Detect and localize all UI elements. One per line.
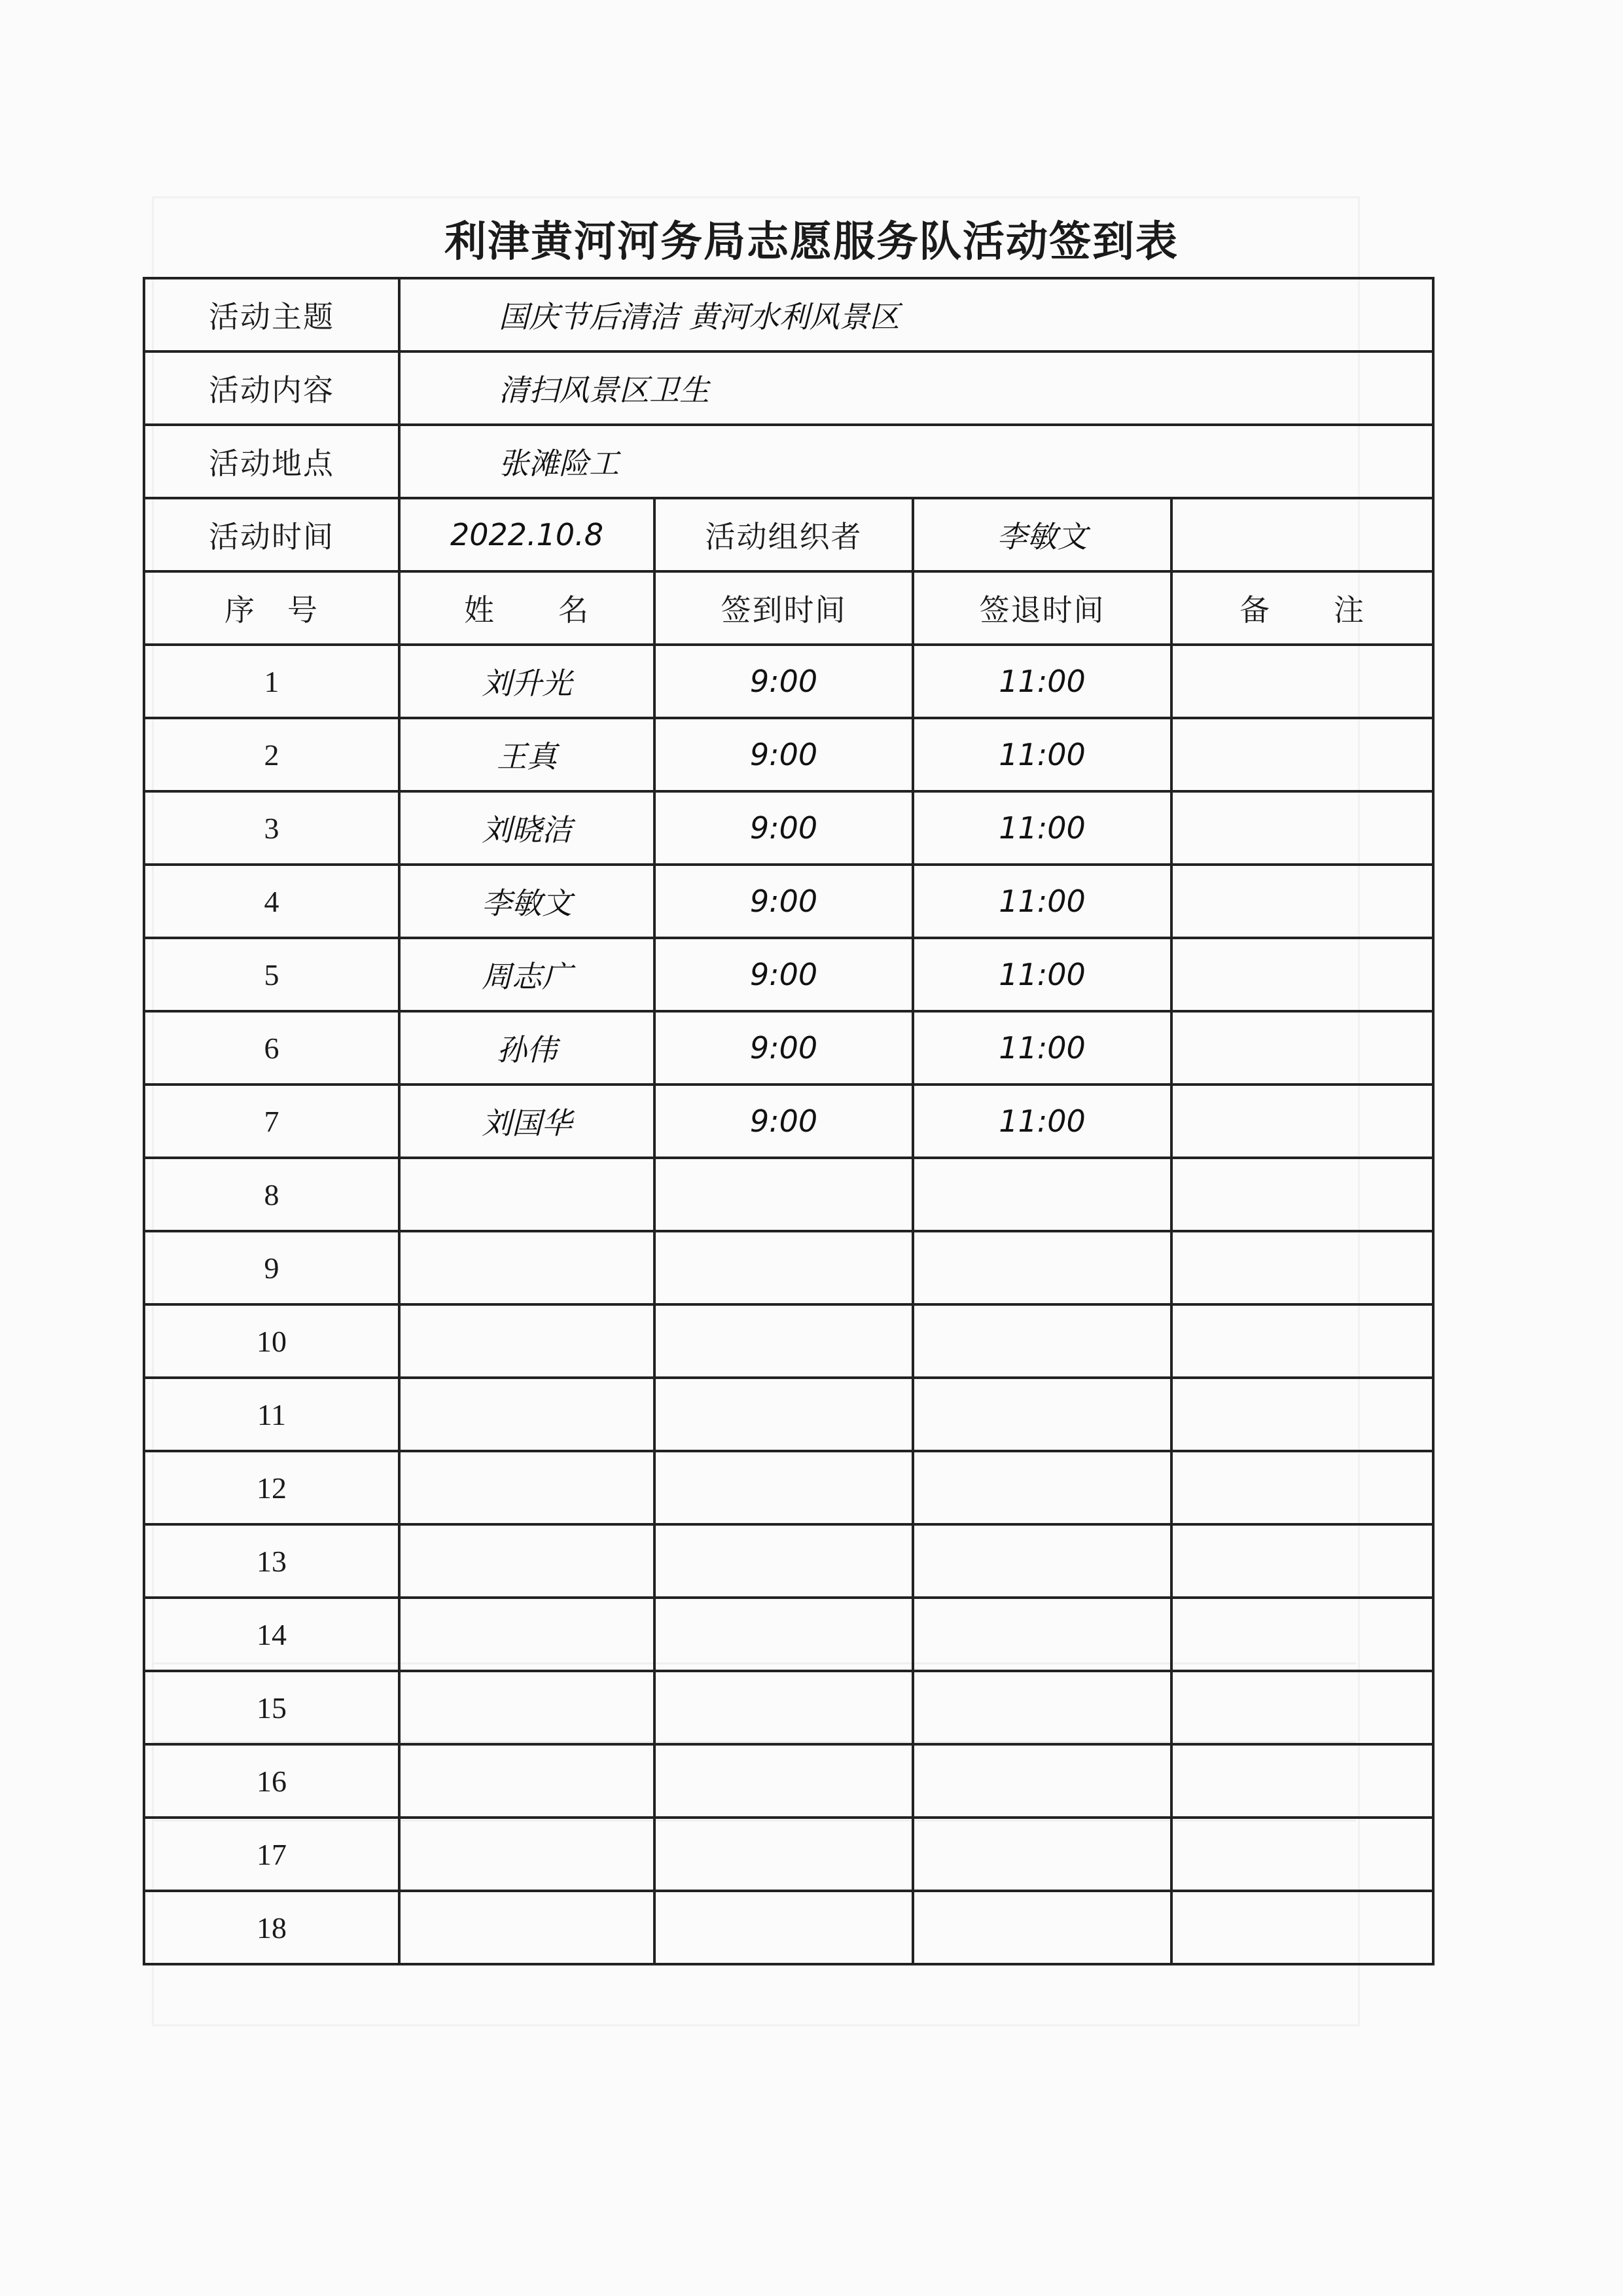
table-row	[144, 718, 1433, 791]
row-number: 15	[144, 1671, 399, 1744]
row-sign-out-time	[913, 1378, 1171, 1451]
row-number: 9	[144, 1231, 399, 1304]
row-sign-out-time	[913, 1451, 1171, 1524]
row-number: 11	[144, 1378, 399, 1451]
table-row	[144, 1011, 1433, 1085]
row-name	[399, 1671, 654, 1744]
row-sign-out-time: 11:00	[913, 791, 1171, 865]
row-sign-out-time: 11:00	[913, 938, 1171, 1011]
column-header-sign-out: 签退时间	[913, 571, 1171, 645]
row-number: 5	[144, 938, 399, 1011]
row-sign-out-time	[913, 1891, 1171, 1964]
row-remarks	[1171, 1231, 1433, 1304]
content-value: 清扫风景区卫生	[399, 351, 1433, 425]
table-row	[144, 1451, 1433, 1524]
row-sign-out-time: 11:00	[913, 718, 1171, 791]
row-remarks	[1171, 1671, 1433, 1744]
row-name	[399, 1451, 654, 1524]
row-number: 16	[144, 1744, 399, 1818]
content-label: 活动内容	[144, 351, 399, 425]
row-sign-in-time	[654, 1891, 913, 1964]
row-name	[399, 1524, 654, 1598]
row-name	[399, 1891, 654, 1964]
row-name: 刘国华	[399, 1085, 654, 1158]
row-name	[399, 1378, 654, 1451]
row-sign-in-time	[654, 1451, 913, 1524]
table-row	[144, 1891, 1433, 1964]
column-header-number: 序 号	[144, 571, 399, 645]
row-sign-out-time: 11:00	[913, 1085, 1171, 1158]
row-sign-out-time: 11:00	[913, 645, 1171, 718]
organizer-blank	[1171, 498, 1433, 571]
row-sign-in-time: 9:00	[654, 1085, 913, 1158]
row-number: 17	[144, 1818, 399, 1891]
row-name: 李敏文	[399, 865, 654, 938]
row-number: 8	[144, 1158, 399, 1231]
row-name	[399, 1744, 654, 1818]
time-row	[144, 498, 1433, 571]
theme-label: 活动主题	[144, 278, 399, 351]
row-number: 6	[144, 1011, 399, 1085]
row-sign-in-time	[654, 1158, 913, 1231]
row-sign-in-time: 9:00	[654, 791, 913, 865]
row-name	[399, 1158, 654, 1231]
row-name	[399, 1231, 654, 1304]
row-sign-in-time: 9:00	[654, 1011, 913, 1085]
row-name	[399, 1304, 654, 1378]
row-name: 刘升光	[399, 645, 654, 718]
table-row	[144, 1304, 1433, 1378]
row-sign-out-time	[913, 1158, 1171, 1231]
row-remarks	[1171, 1158, 1433, 1231]
organizer-value: 李敏文	[913, 498, 1171, 571]
row-name	[399, 1818, 654, 1891]
table-row	[144, 645, 1433, 718]
location-value: 张滩险工	[399, 425, 1433, 498]
row-number: 4	[144, 865, 399, 938]
row-sign-out-time	[913, 1524, 1171, 1598]
row-number: 18	[144, 1891, 399, 1964]
table-row	[144, 1378, 1433, 1451]
row-remarks	[1171, 1451, 1433, 1524]
row-sign-out-time	[913, 1231, 1171, 1304]
row-number: 10	[144, 1304, 399, 1378]
row-name	[399, 1598, 654, 1671]
column-header-sign-in: 签到时间	[654, 571, 913, 645]
row-name: 王真	[399, 718, 654, 791]
row-sign-in-time	[654, 1598, 913, 1671]
row-number: 1	[144, 645, 399, 718]
row-remarks	[1171, 1818, 1433, 1891]
row-sign-out-time: 11:00	[913, 865, 1171, 938]
row-remarks	[1171, 1011, 1433, 1085]
row-name: 刘晓洁	[399, 791, 654, 865]
row-number: 12	[144, 1451, 399, 1524]
table-row	[144, 1085, 1433, 1158]
row-sign-in-time: 9:00	[654, 865, 913, 938]
row-sign-out-time	[913, 1598, 1171, 1671]
row-sign-in-time	[654, 1231, 913, 1304]
row-sign-in-time: 9:00	[654, 718, 913, 791]
table-row	[144, 938, 1433, 1011]
theme-value: 国庆节后清洁 黄河水利风景区	[399, 278, 1433, 351]
table-row	[144, 1158, 1433, 1231]
row-name: 周志广	[399, 938, 654, 1011]
row-number: 14	[144, 1598, 399, 1671]
row-remarks	[1171, 1891, 1433, 1964]
table-row	[144, 1818, 1433, 1891]
row-sign-out-time	[913, 1671, 1171, 1744]
row-sign-in-time	[654, 1818, 913, 1891]
row-remarks	[1171, 1524, 1433, 1598]
row-remarks	[1171, 938, 1433, 1011]
table-row	[144, 1524, 1433, 1598]
row-number: 3	[144, 791, 399, 865]
row-remarks	[1171, 1085, 1433, 1158]
time-value: 2022.10.8	[399, 498, 654, 571]
row-name: 孙伟	[399, 1011, 654, 1085]
row-remarks	[1171, 865, 1433, 938]
row-number: 7	[144, 1085, 399, 1158]
row-remarks	[1171, 791, 1433, 865]
table-row	[144, 1744, 1433, 1818]
row-sign-out-time	[913, 1304, 1171, 1378]
row-sign-in-time	[654, 1744, 913, 1818]
row-sign-in-time	[654, 1524, 913, 1598]
row-number: 2	[144, 718, 399, 791]
row-sign-out-time	[913, 1818, 1171, 1891]
location-row	[144, 425, 1433, 498]
row-remarks	[1171, 1598, 1433, 1671]
row-number: 13	[144, 1524, 399, 1598]
row-remarks	[1171, 1378, 1433, 1451]
table-row	[144, 1671, 1433, 1744]
sign-in-table	[143, 277, 1435, 1965]
table-row	[144, 1231, 1433, 1304]
column-header-name: 姓 名	[399, 571, 654, 645]
organizer-label: 活动组织者	[654, 498, 913, 571]
column-header-remarks: 备 注	[1171, 571, 1433, 645]
row-sign-in-time	[654, 1671, 913, 1744]
row-sign-in-time	[654, 1378, 913, 1451]
page-title: 利津黄河河务局志愿服务队活动签到表	[444, 217, 1179, 266]
column-header-row	[144, 571, 1433, 645]
row-sign-in-time: 9:00	[654, 938, 913, 1011]
row-remarks	[1171, 1744, 1433, 1818]
row-remarks	[1171, 718, 1433, 791]
row-remarks	[1171, 645, 1433, 718]
row-sign-in-time: 9:00	[654, 645, 913, 718]
table-row	[144, 791, 1433, 865]
table-row	[144, 865, 1433, 938]
row-remarks	[1171, 1304, 1433, 1378]
location-label: 活动地点	[144, 425, 399, 498]
content-row	[144, 351, 1433, 425]
time-label: 活动时间	[144, 498, 399, 571]
table-row	[144, 1598, 1433, 1671]
row-sign-out-time: 11:00	[913, 1011, 1171, 1085]
row-sign-in-time	[654, 1304, 913, 1378]
theme-row	[144, 278, 1433, 351]
row-sign-out-time	[913, 1744, 1171, 1818]
